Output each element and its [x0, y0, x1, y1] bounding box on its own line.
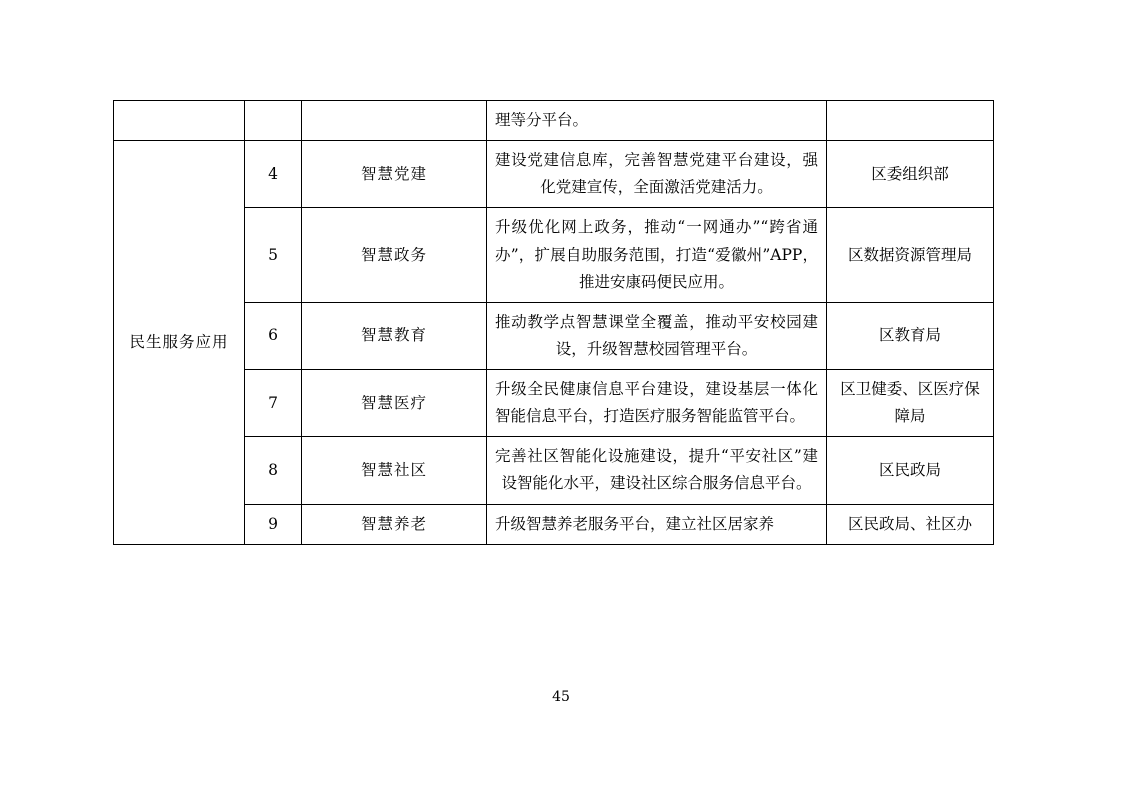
name-cell-empty — [302, 101, 487, 141]
organization-cell: 区卫健委、区医疗保障局 — [827, 370, 994, 437]
description-cell: 推动教学点智慧课堂全覆盖，推动平安校园建设，升级智慧校园管理平台。 — [487, 302, 827, 369]
organization-cell: 区委组织部 — [827, 141, 994, 208]
description-cell: 完善社区智能化设施建设，提升“平安社区”建设智能化水平，建设社区综合服务信息平台。 — [487, 437, 827, 504]
category-cell-empty — [114, 101, 245, 141]
page-number: 45 — [552, 689, 570, 705]
plan-table — [113, 100, 994, 545]
number-cell: 6 — [245, 302, 302, 369]
number-cell: 8 — [245, 437, 302, 504]
number-cell: 5 — [245, 208, 302, 302]
table-row — [114, 302, 994, 369]
organization-cell-empty — [827, 101, 994, 141]
name-cell: 智慧政务 — [302, 208, 487, 302]
table-row — [114, 141, 994, 208]
table-row — [114, 437, 994, 504]
number-cell: 9 — [245, 504, 302, 544]
name-cell: 智慧党建 — [302, 141, 487, 208]
description-cell: 建设党建信息库，完善智慧党建平台建设，强化党建宣传，全面激活党建活力。 — [487, 141, 827, 208]
description-cell: 升级智慧养老服务平台，建立社区居家养 — [487, 504, 827, 544]
number-cell: 7 — [245, 370, 302, 437]
number-cell: 4 — [245, 141, 302, 208]
name-cell: 智慧养老 — [302, 504, 487, 544]
name-cell: 智慧教育 — [302, 302, 487, 369]
table-row — [114, 370, 994, 437]
description-cell: 升级优化网上政务，推动“一网通办”“跨省通办”，扩展自助服务范围，打造“爱徽州”APP，推进安康码便民应用。 — [487, 208, 827, 302]
table-row — [114, 208, 994, 302]
organization-cell: 区教育局 — [827, 302, 994, 369]
description-cell-continued: 理等分平台。 — [487, 101, 827, 141]
organization-cell: 区民政局、社区办 — [827, 504, 994, 544]
description-cell: 升级全民健康信息平台建设，建设基层一体化智能信息平台，打造医疗服务智能监管平台。 — [487, 370, 827, 437]
number-cell-empty — [245, 101, 302, 141]
organization-cell: 区数据资源管理局 — [827, 208, 994, 302]
name-cell: 智慧医疗 — [302, 370, 487, 437]
table-row — [114, 504, 994, 544]
organization-cell: 区民政局 — [827, 437, 994, 504]
table-row — [114, 101, 994, 141]
category-cell: 民生服务应用 — [114, 141, 245, 545]
name-cell: 智慧社区 — [302, 437, 487, 504]
